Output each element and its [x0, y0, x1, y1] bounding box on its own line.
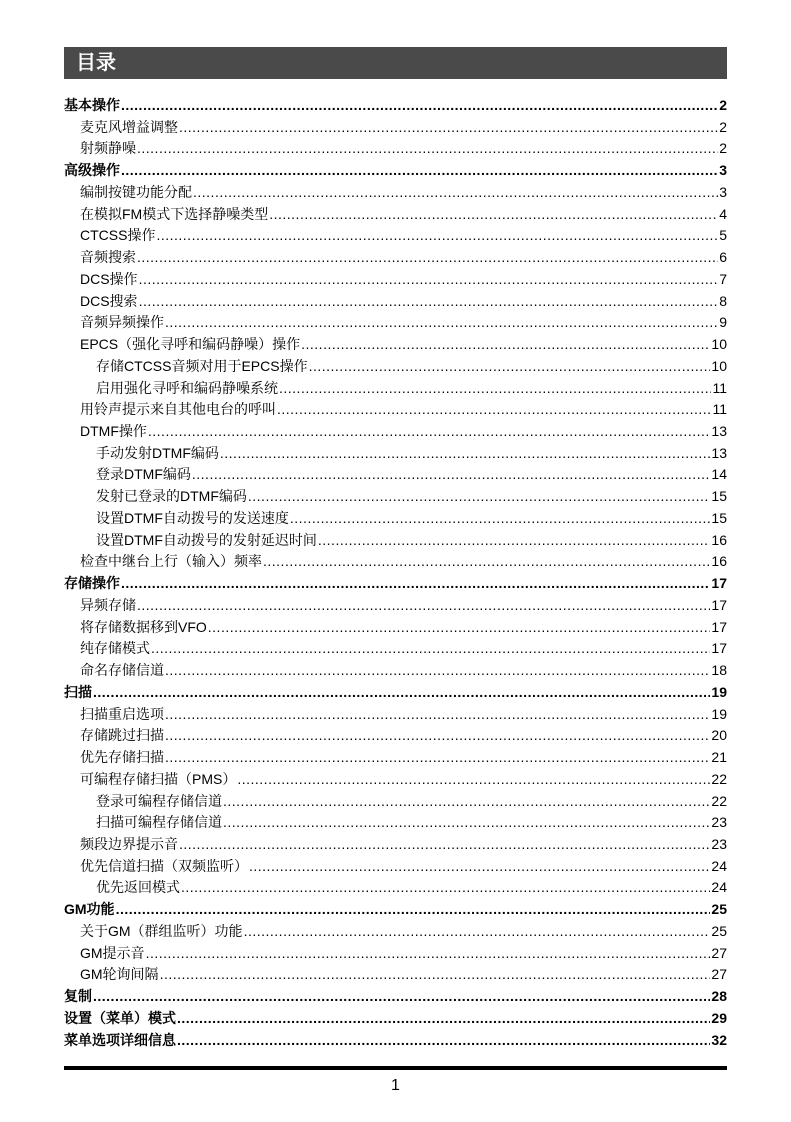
toc-entry[interactable]	[64, 334, 727, 356]
toc-dot-leader	[165, 704, 710, 726]
toc-entry-label: 频段边界提示音	[80, 835, 178, 852]
toc-dot-leader	[137, 138, 718, 160]
toc-entry[interactable]	[64, 812, 727, 834]
toc-dot-leader	[208, 617, 711, 639]
toc-section-entry[interactable]	[64, 573, 727, 595]
toc-entry[interactable]	[64, 443, 727, 465]
toc-entry-page: 2	[719, 97, 727, 113]
toc-entry-label: 扫描可编程存储信道	[96, 814, 222, 831]
toc-entry-page: 21	[711, 749, 727, 766]
toc-dot-leader	[223, 812, 710, 834]
toc-dot-leader	[301, 334, 710, 356]
toc-entry-label: 检查中继台上行（输入）频率	[80, 553, 262, 570]
toc-dot-leader	[137, 247, 718, 269]
toc-entry-page: 13	[711, 423, 727, 440]
toc-entry-page: 6	[719, 249, 727, 266]
toc-entry-label: 优先信道扫描（双频监听）	[80, 857, 248, 874]
toc-dot-leader	[177, 1008, 710, 1030]
toc-dot-leader	[151, 638, 710, 660]
toc-entry-page: 15	[711, 488, 727, 505]
toc-entry-page: 16	[711, 531, 727, 548]
toc-entry-page: 17	[711, 575, 727, 592]
toc-entry[interactable]	[64, 247, 727, 269]
toc-entry[interactable]	[64, 747, 727, 769]
toc-entry-label: 存储跳过扫描	[80, 727, 164, 744]
toc-dot-leader	[179, 834, 710, 856]
toc-entry[interactable]	[64, 421, 727, 443]
toc-entry-page: 17	[711, 618, 727, 635]
toc-section-entry[interactable]	[64, 899, 727, 921]
toc-dot-leader	[146, 943, 711, 965]
page-number: 1	[391, 1077, 400, 1094]
toc-entry[interactable]	[64, 725, 727, 747]
toc-title-bar	[64, 47, 727, 79]
toc-entry-label: 在模拟FM模式下选择静噪类型	[80, 205, 269, 222]
toc-entry[interactable]	[64, 595, 727, 617]
toc-entry-label: 复制	[64, 988, 92, 1005]
toc-entry[interactable]	[64, 791, 727, 813]
toc-entry-page: 17	[711, 596, 727, 613]
toc-entry[interactable]	[64, 617, 727, 639]
toc-dot-leader	[318, 530, 711, 552]
toc-entry[interactable]	[64, 943, 727, 965]
toc-dot-leader	[165, 725, 710, 747]
toc-section-entry[interactable]	[64, 682, 727, 704]
toc-dot-leader	[249, 856, 710, 878]
toc-dot-leader	[177, 1030, 710, 1052]
toc-dot-leader	[223, 791, 710, 813]
toc-entry-page: 19	[711, 705, 727, 722]
toc-entry[interactable]	[64, 964, 727, 986]
toc-entry[interactable]	[64, 356, 727, 378]
toc-entry[interactable]	[64, 638, 727, 660]
toc-dot-leader	[165, 747, 710, 769]
toc-entry-label: 用铃声提示来自其他电台的呼叫	[80, 401, 276, 418]
toc-entry-page: 15	[711, 509, 727, 526]
toc-entry-label: EPCS（强化寻呼和编码静噪）操作	[80, 336, 301, 353]
toc-dot-leader	[193, 182, 718, 204]
toc-entry[interactable]	[64, 834, 727, 856]
toc-entry[interactable]	[64, 769, 727, 791]
toc-entry-page: 27	[711, 966, 727, 983]
toc-section-entry[interactable]	[64, 986, 727, 1008]
toc-entry-page: 23	[711, 835, 727, 852]
toc-dot-leader	[116, 899, 711, 921]
toc-entry-page: 29	[711, 1009, 727, 1026]
toc-entry-page: 32	[711, 1031, 727, 1048]
toc-dot-leader	[309, 356, 711, 378]
toc-entry-page: 22	[711, 770, 727, 787]
toc-entry[interactable]	[64, 138, 727, 160]
toc-entry-label: 纯存储模式	[80, 640, 150, 657]
toc-dot-leader	[192, 464, 711, 486]
toc-dot-leader	[148, 421, 711, 443]
toc-dot-leader	[93, 986, 710, 1008]
toc-entry-label: GM轮询间隔	[80, 966, 159, 983]
toc-entry[interactable]	[64, 225, 727, 247]
toc-entry-label: DCS操作	[80, 270, 138, 287]
toc-entry-label: GM提示音	[80, 944, 145, 961]
toc-title: 目录	[76, 52, 116, 74]
toc-section-entry[interactable]	[64, 95, 727, 117]
toc-entry-page: 5	[719, 227, 727, 244]
toc-entry-page: 25	[711, 901, 727, 918]
toc-entry-page: 23	[711, 814, 727, 831]
toc-entry-label: 优先返回模式	[96, 879, 180, 896]
toc-entry[interactable]	[64, 464, 727, 486]
toc-entry[interactable]	[64, 269, 727, 291]
toc-entry-page: 2	[719, 118, 727, 135]
toc-entry-page: 24	[711, 879, 727, 896]
toc-entry-page: 27	[711, 944, 727, 961]
toc-dot-leader	[160, 964, 711, 986]
toc-entry-page: 7	[719, 270, 727, 287]
toc-entry-page: 3	[719, 162, 727, 179]
toc-entry-page: 22	[711, 792, 727, 809]
toc-entry-page: 2	[719, 140, 727, 157]
toc-entry-page: 20	[711, 727, 727, 744]
toc-entry[interactable]	[64, 291, 727, 313]
toc-entry-label: 手动发射DTMF编码	[96, 444, 219, 461]
toc-dot-leader	[93, 682, 710, 704]
toc-dot-leader	[139, 269, 719, 291]
toc-dot-leader	[139, 291, 719, 313]
toc-entry-label: 扫描重启选项	[80, 705, 164, 722]
toc-entry-label: 可编程存储扫描（PMS）	[80, 770, 237, 787]
toc-entry-label: 基本操作	[64, 97, 120, 113]
toc-entry-label: CTCSS操作	[80, 227, 156, 244]
toc-entry-label: 关于GM（群组监听）功能	[80, 922, 243, 939]
toc-dot-leader	[290, 508, 711, 530]
toc-entry-label: 发射已登录的DTMF编码	[96, 488, 247, 505]
toc-entry-label: 设置DTMF自动拨号的发送速度	[96, 509, 289, 526]
toc-entry-page: 10	[711, 357, 727, 374]
toc-entry-page: 18	[711, 662, 727, 679]
toc-entry-page: 19	[711, 683, 727, 700]
toc-dot-leader	[156, 225, 718, 247]
toc-entry-page: 3	[719, 183, 727, 200]
footer-divider	[64, 1066, 727, 1070]
toc-entry-label: 登录可编程存储信道	[96, 792, 222, 809]
toc-entry[interactable]	[64, 508, 727, 530]
toc-section-entry[interactable]	[64, 160, 727, 182]
toc-dot-leader	[220, 443, 711, 465]
toc-entry[interactable]	[64, 551, 727, 573]
toc-entry-label: 音频搜索	[80, 249, 136, 266]
toc-entry[interactable]	[64, 856, 727, 878]
toc-section-entry[interactable]	[64, 1008, 727, 1030]
toc-dot-leader	[121, 573, 710, 595]
toc-entry-page: 24	[711, 857, 727, 874]
toc-entry-page: 13	[711, 444, 727, 461]
toc-entry-label: 登录DTMF编码	[96, 466, 191, 483]
toc-entry[interactable]	[64, 877, 727, 899]
toc-entry-label: 扫描	[64, 683, 92, 700]
toc-entry-label: 设置（菜单）模式	[64, 1009, 176, 1026]
toc-entry-page: 11	[712, 379, 727, 396]
toc-dot-leader	[237, 769, 710, 791]
toc-entry-label: 存储操作	[64, 575, 120, 592]
toc-entry-label: 音频异频操作	[80, 314, 164, 331]
toc-entry-page: 8	[719, 292, 727, 309]
toc-entry-page: 4	[719, 205, 727, 222]
toc-entry[interactable]	[64, 378, 727, 400]
toc-entry-page: 28	[711, 988, 727, 1005]
toc-entry-label: 将存储数据移到VFO	[80, 618, 207, 635]
toc-dot-leader	[181, 877, 710, 899]
toc-entry-page: 16	[711, 553, 727, 570]
toc-entry-label: 设置DTMF自动拨号的发射延迟时间	[96, 531, 317, 548]
toc-dot-leader	[165, 312, 718, 334]
toc-entry-label: 射频静噪	[80, 140, 136, 157]
toc-dot-leader	[277, 399, 711, 421]
table-of-contents	[64, 95, 727, 1051]
toc-entry-label: 优先存储扫描	[80, 749, 164, 766]
toc-dot-leader	[269, 204, 718, 226]
toc-entry[interactable]	[64, 204, 727, 226]
toc-entry-page: 11	[712, 401, 727, 418]
toc-entry-label: DTMF操作	[80, 423, 147, 440]
toc-dot-leader	[263, 551, 710, 573]
toc-entry-label: GM功能	[64, 901, 115, 918]
toc-dot-leader	[121, 95, 718, 117]
toc-entry[interactable]	[64, 704, 727, 726]
toc-dot-leader	[279, 378, 711, 400]
toc-entry-label: 存储CTCSS音频对用于EPCS操作	[96, 357, 308, 374]
toc-entry[interactable]	[64, 921, 727, 943]
toc-section-entry[interactable]	[64, 1030, 727, 1052]
toc-entry[interactable]	[64, 660, 727, 682]
toc-entry-page: 9	[719, 314, 727, 331]
toc-entry-label: 高级操作	[64, 162, 120, 179]
toc-entry-page: 14	[711, 466, 727, 483]
toc-entry-page: 17	[711, 640, 727, 657]
toc-entry[interactable]	[64, 530, 727, 552]
toc-entry-label: 麦克风增益调整	[80, 118, 178, 135]
toc-dot-leader	[248, 486, 711, 508]
toc-entry-label: DCS搜索	[80, 292, 138, 309]
toc-entry-label: 命名存储信道	[80, 662, 164, 679]
toc-entry-label: 启用强化寻呼和编码静噪系统	[96, 379, 278, 396]
toc-dot-leader	[244, 921, 711, 943]
toc-dot-leader	[165, 660, 710, 682]
toc-entry[interactable]	[64, 182, 727, 204]
toc-dot-leader	[121, 160, 718, 182]
toc-entry[interactable]	[64, 486, 727, 508]
toc-entry[interactable]	[64, 117, 727, 139]
toc-dot-leader	[137, 595, 710, 617]
toc-entry[interactable]	[64, 399, 727, 421]
toc-entry-label: 异频存储	[80, 596, 136, 613]
toc-entry-page: 25	[711, 922, 727, 939]
toc-entry-label: 菜单选项详细信息	[64, 1031, 176, 1048]
toc-entry-page: 10	[711, 336, 727, 353]
toc-entry-label: 编制按键功能分配	[80, 183, 192, 200]
toc-entry[interactable]	[64, 312, 727, 334]
toc-dot-leader	[179, 117, 718, 139]
